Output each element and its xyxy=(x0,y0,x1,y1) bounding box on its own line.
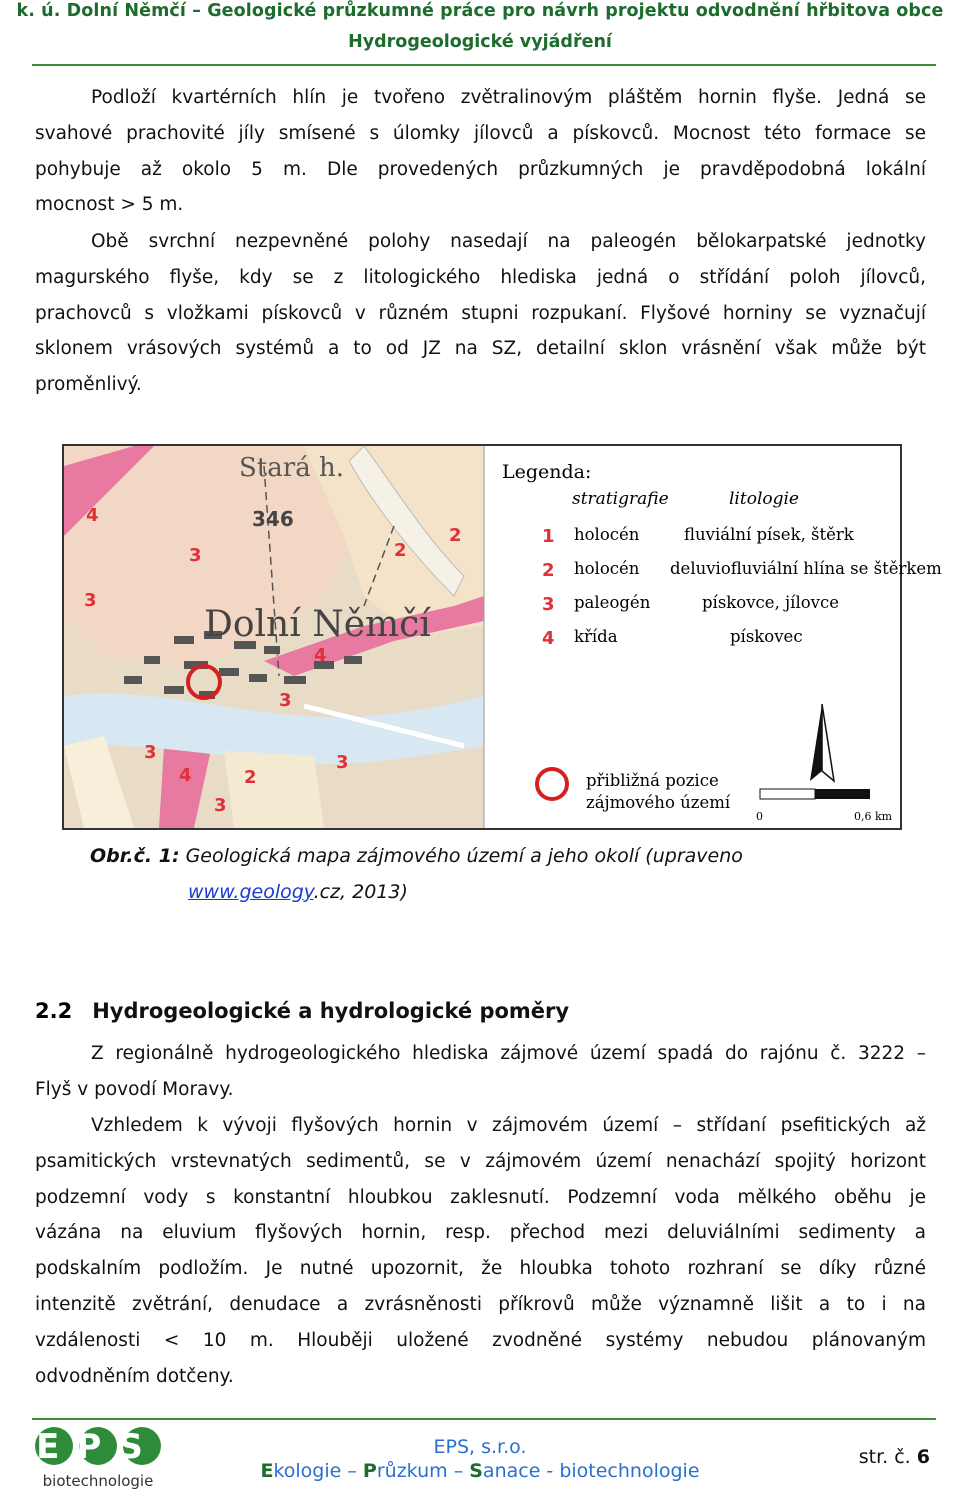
legend-num: 2 xyxy=(542,560,555,581)
map-zone-label: 2 xyxy=(244,767,257,788)
header-divider xyxy=(32,64,936,66)
header-title: k. ú. Dolní Němčí – Geologické průzkumné práce pro návrh projektu odvodnění hřbitova obce xyxy=(16,1,944,21)
map-zone-label: 3 xyxy=(84,590,97,611)
text-line: intenzitě zvětrání, denudace a zvrásněnosti příkrovů může významně lišit a to i na xyxy=(35,1293,926,1315)
page-number-label: str. č. xyxy=(858,1446,917,1468)
paragraph-4 xyxy=(35,1108,926,1394)
geological-map-figure xyxy=(62,444,942,830)
footer-divider xyxy=(32,1418,936,1420)
text-line: podskalním podložím. Je nutné upozornit, že hloubka tohoto rozhraní se díky různé xyxy=(35,1258,926,1280)
section-number: 2.2 xyxy=(35,999,73,1023)
text-line: magurského flyše, kdy se z litologického hlediska jedná o střídání poloh jílovců, xyxy=(35,266,926,288)
map-label-elevation: 346 xyxy=(252,507,294,531)
text-line: odvodněním dotčeny. xyxy=(35,1365,234,1387)
text-line: vzdálenosti < 10 m. Hlouběji uložené zvodněné systémy nebudou plánovaným xyxy=(35,1329,926,1351)
footer-company: EPS, s.r.o. xyxy=(433,1436,527,1458)
map-zone-label: 2 xyxy=(449,525,462,546)
header-subtitle: Hydrogeologické vyjádření xyxy=(348,32,612,52)
legend-lito: fluviální písek, štěrk xyxy=(684,525,854,544)
legend-title: Legenda: xyxy=(502,461,592,483)
figure-caption xyxy=(90,838,743,903)
text-line: mocnost > 5 m. xyxy=(35,194,184,216)
text-line: proměnlivý. xyxy=(35,374,142,396)
text-line: vázána na eluvium flyšových hornin, resp. přechod mezi deluviálními sedimenty a xyxy=(35,1222,926,1244)
geological-map xyxy=(64,446,942,828)
legend-lito: pískovec xyxy=(730,627,803,646)
map-zone-label: 2 xyxy=(394,540,407,561)
paragraph-2 xyxy=(35,224,926,403)
logo-subtitle: biotechnologie xyxy=(42,1472,154,1490)
text-line: Vzhledem k vývoji flyšových hornin v zájmovém území – střídaní psefitických až xyxy=(91,1115,926,1136)
scale-bar xyxy=(760,789,870,799)
section-title: Hydrogeologické a hydrologické poměry xyxy=(92,999,570,1023)
text-line: Podloží kvartérních hlín je tvořeno zvětralinovým pláštěm hornin flyše. Jedná se xyxy=(91,87,926,108)
caption-text: Geologická mapa zájmového území a jeho okolí (upraveno xyxy=(179,845,743,867)
text-line: svahové prachovité jíly smísené s úlomky jílovců a pískovců. Mocnost této formace se xyxy=(35,122,926,144)
scale-start: 0 xyxy=(756,810,763,823)
footer-tagline xyxy=(0,1460,960,1482)
legend-num: 1 xyxy=(542,526,555,547)
tagline-initial: S xyxy=(469,1460,483,1482)
section-heading xyxy=(35,999,569,1023)
text-line: sklonem vrásových systémů a to od JZ na SZ, detailní sklon vrásnění však může být xyxy=(35,338,926,360)
legend-strat: křída xyxy=(574,627,618,646)
legend-num: 4 xyxy=(542,628,555,649)
paragraph-3 xyxy=(35,1036,926,1108)
legend-lito: deluviofluviální hlína se štěrkem xyxy=(670,559,942,578)
tagline-part: kologie – xyxy=(273,1460,363,1482)
caption-text-tail: .cz, 2013) xyxy=(313,881,408,903)
legend-marker-label-2: zájmového území xyxy=(586,793,731,812)
text-line: pohybuje až okolo 5 m. Dle provedených průzkumných je pravděpodobná lokální xyxy=(35,158,926,180)
page-number-value: 6 xyxy=(916,1446,930,1468)
legend-strat: holocén xyxy=(574,525,640,544)
tagline-initial: E xyxy=(260,1460,274,1482)
map-zone-label: 3 xyxy=(144,742,157,763)
map-label-village: Dolní Němčí xyxy=(204,604,431,645)
text-line: psamitických vrstevnatých sedimentů, se v zájmovém území nenachází spojitý horizont xyxy=(35,1150,926,1172)
logo-letters: EPS xyxy=(36,1427,160,1467)
map-zone-label: 4 xyxy=(86,505,99,526)
legend-marker-label-1: přibližná pozice xyxy=(586,771,719,790)
text-line: Obě svrchní nezpevněné polohy nasedají na paleogén bělokarpatské jednotky xyxy=(91,231,926,252)
caption-link[interactable]: www.geology xyxy=(188,881,314,903)
map-zone-label: 3 xyxy=(189,545,202,566)
legend-strat: paleogén xyxy=(574,593,651,612)
map-zone-label: 4 xyxy=(314,645,327,666)
tagline-part: růzkum – xyxy=(376,1460,470,1482)
text-line: prachovců s vložkami pískovců v různém stupni rozpukaní. Flyšové horniny se vyznačují xyxy=(35,302,926,324)
caption-label: Obr.č. 1: xyxy=(90,845,180,867)
tagline-initial: P xyxy=(362,1460,377,1482)
map-zone-label: 3 xyxy=(336,752,349,773)
legend-col-lithology: litologie xyxy=(729,489,799,509)
text-line: Flyš v povodí Moravy. xyxy=(35,1078,234,1100)
text-line: podzemní vody s konstantní hloubkou zaklesnutí. Podzemní voda mělkého oběhu je xyxy=(35,1186,926,1208)
legend-strat: holocén xyxy=(574,559,640,578)
map-zone-label: 3 xyxy=(214,795,227,816)
page-number xyxy=(859,1446,930,1468)
map-zone-label: 4 xyxy=(179,765,192,786)
scale-end: 0,6 km xyxy=(854,810,893,823)
tagline-part: anace - biotechnologie xyxy=(482,1460,700,1482)
legend-col-stratigraphy: stratigrafie xyxy=(572,489,669,509)
map-label-stara-hora: Stará h. xyxy=(239,453,344,483)
legend-lito: pískovce, jílovce xyxy=(702,593,839,612)
map-zone-label: 3 xyxy=(279,690,292,711)
legend-num: 3 xyxy=(542,594,555,615)
text-line: Z regionálně hydrogeologického hlediska zájmové území spadá do rajónu č. 3222 – xyxy=(91,1043,926,1064)
paragraph-1 xyxy=(35,80,926,223)
